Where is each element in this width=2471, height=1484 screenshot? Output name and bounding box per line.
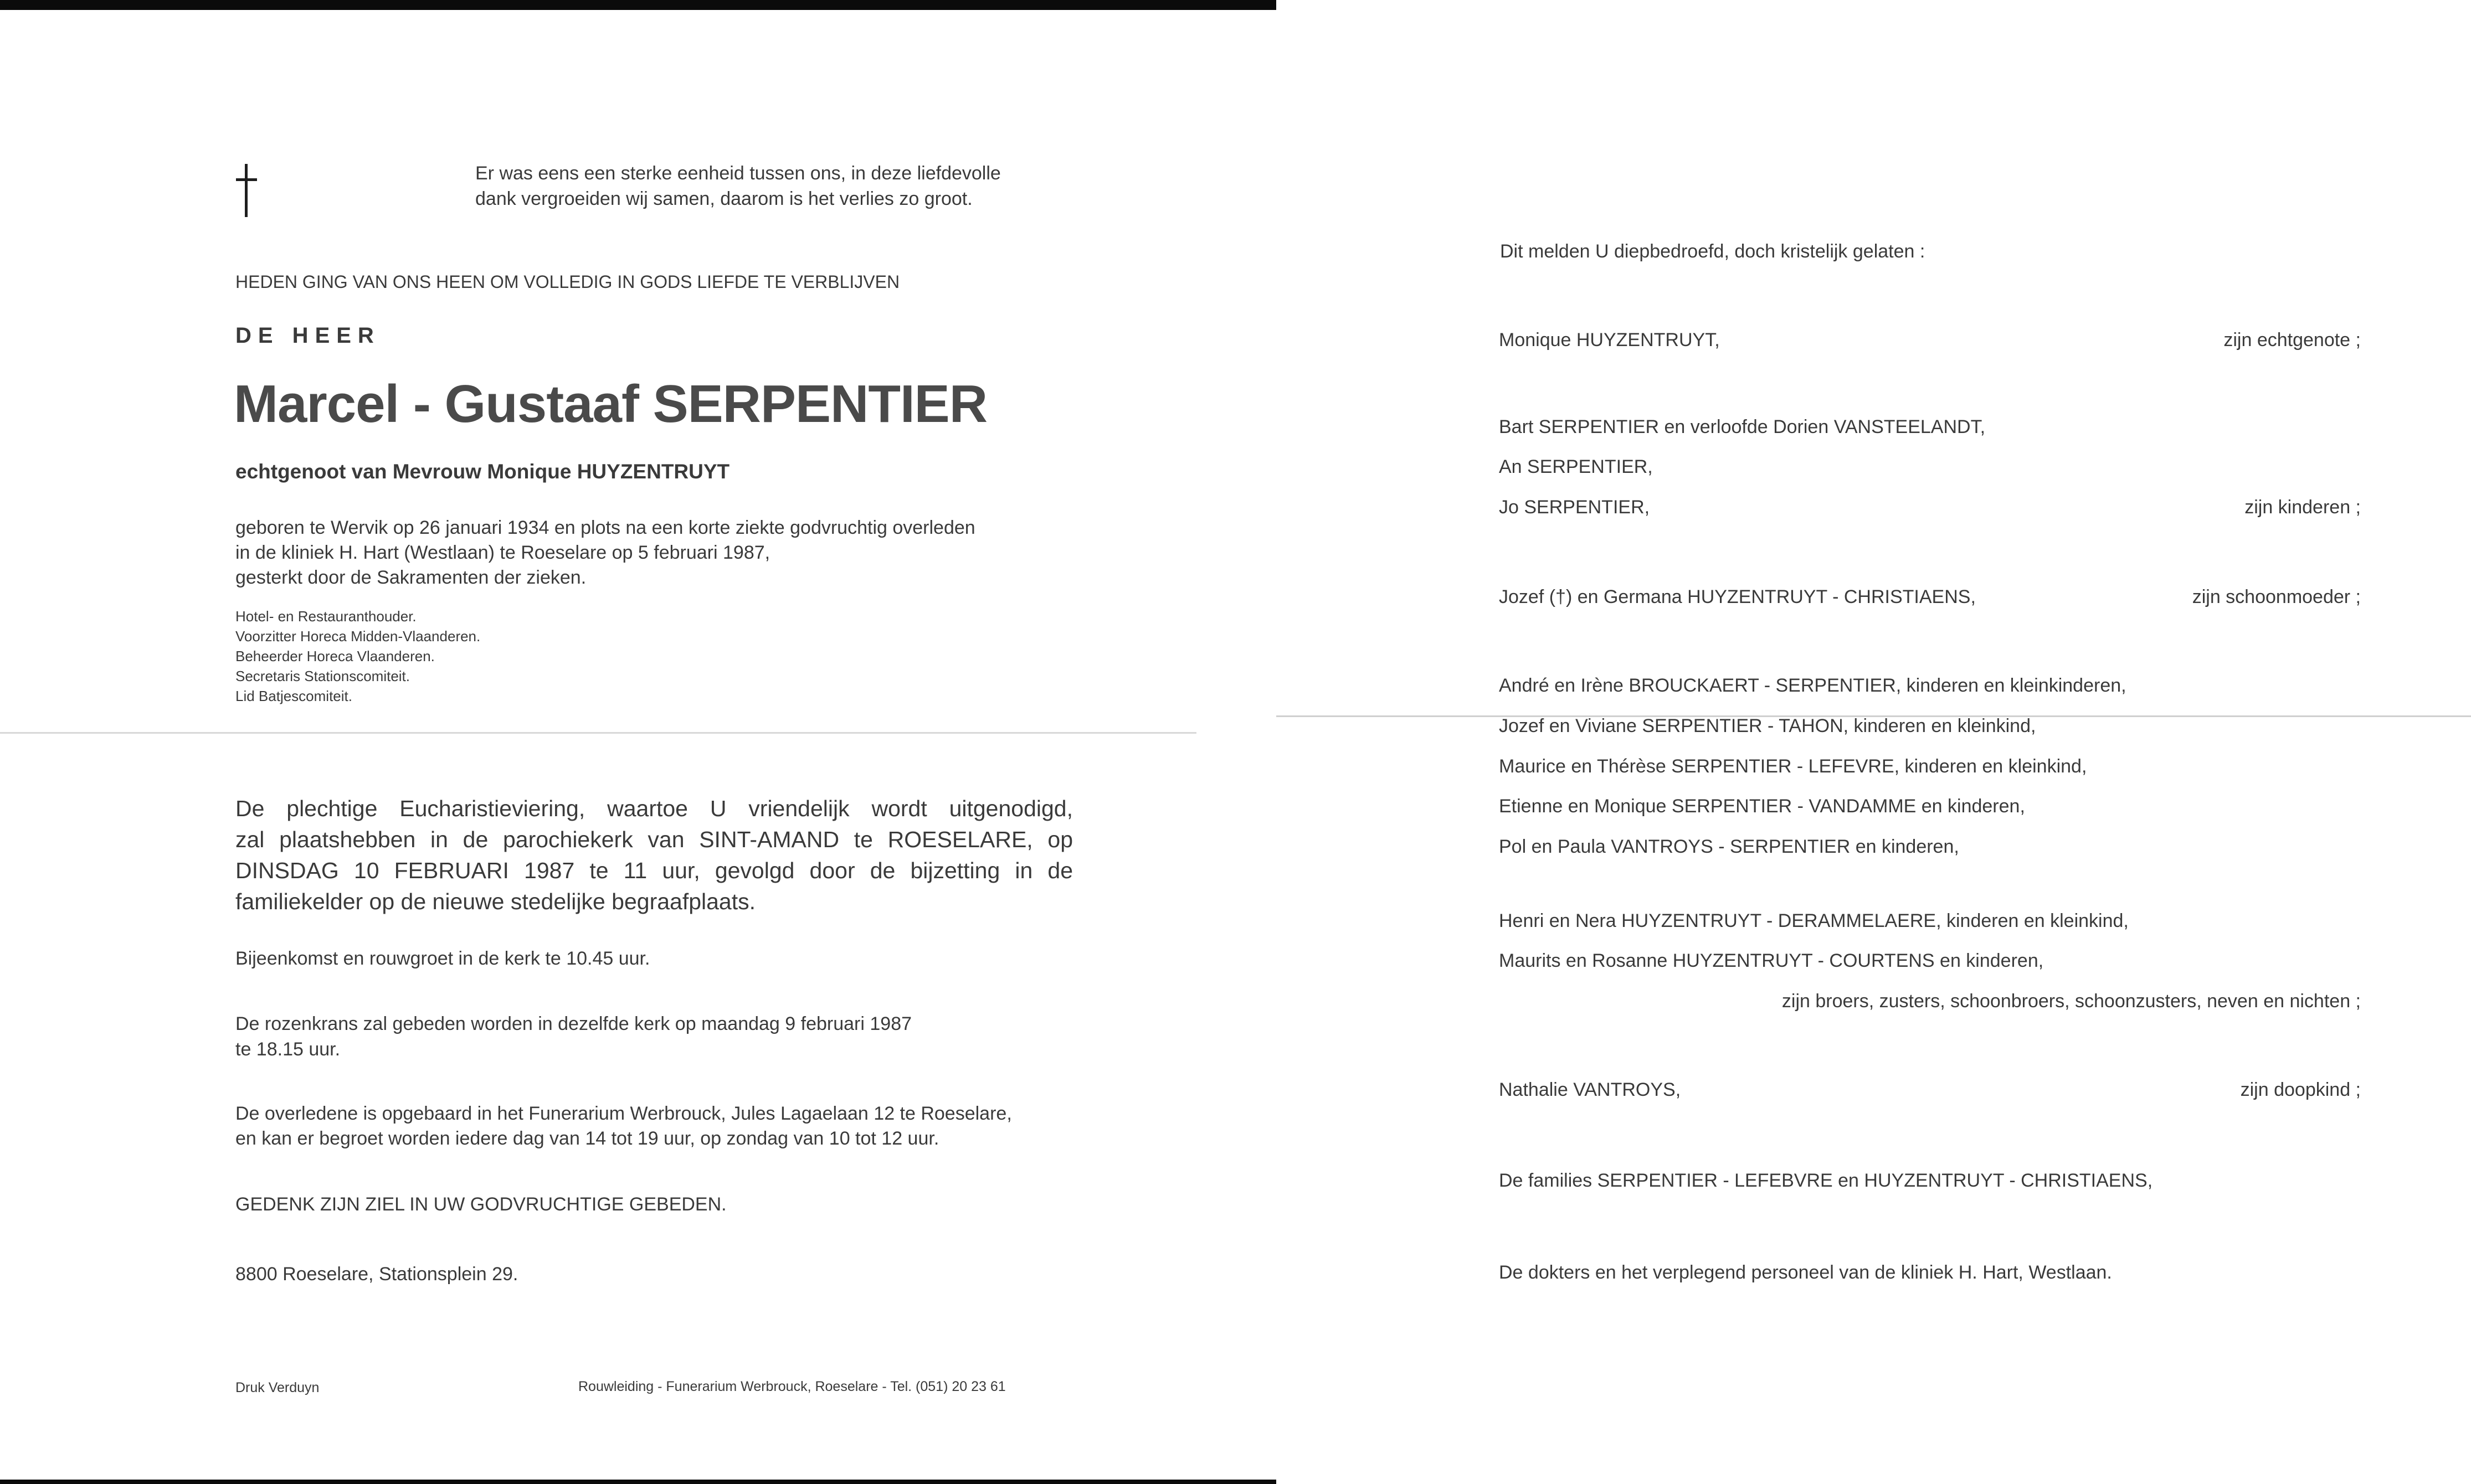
family-intro: Dit melden U diepbedroefd, doch kristelijk gelaten : <box>1500 241 1925 262</box>
family-row <box>1499 1077 2361 1102</box>
family-row <box>1499 834 2361 859</box>
ceremony-line-3: DINSDAG 10 FEBRUARI 1987 te 11 uur, gevolgd door de bijzetting in de <box>235 858 1073 883</box>
viewing-line-1: De overledene is opgebaard in het Funerarium Werbrouck, Jules Lagaelaan 12 te Roeselare, <box>235 1103 1012 1124</box>
quote-line-1: Er was eens een sterke eenheid tussen ons, in deze liefdevolle <box>475 163 1001 184</box>
birth-death-line-2: in de kliniek H. Hart (Westlaan) te Roeselare op 5 februari 1987, <box>235 542 770 563</box>
family-row <box>1499 908 2361 934</box>
rosary-line-1: De rozenkrans zal gebeden worden in dezelfde kerk op maandag 9 februari 1987 <box>235 1013 912 1034</box>
rosary-line-2: te 18.15 uur. <box>235 1039 341 1060</box>
family-name: De families SERPENTIER - LEFEBVRE en HUYZENTRUYT - CHRISTIAENS, <box>1499 1170 2153 1191</box>
family-row <box>1499 1260 2361 1285</box>
title: DE HEER <box>235 323 381 348</box>
family-row <box>1499 414 2361 440</box>
quote-line-2: dank vergroeiden wij samen, daarom is het verlies zo groot. <box>475 188 973 209</box>
birth-death-line-1: geboren te Wervik op 26 januari 1934 en plots na een korte ziekte godvruchtig overleden <box>235 517 975 538</box>
family-name: Bart SERPENTIER en verloofde Dorien VANSTEELANDT, <box>1499 416 1986 437</box>
family-row <box>1499 673 2361 698</box>
family-name: Jo SERPENTIER, <box>1499 497 1650 518</box>
meeting-info: Bijeenkomst en rouwgroet in de kerk te 10.45 uur. <box>235 948 650 969</box>
family-relation: zijn doopkind ; <box>2240 1079 2361 1100</box>
family-row <box>1499 454 2361 480</box>
family-relation: zijn broers, zusters, schoonbroers, schoonzusters, neven en nichten ; <box>1781 991 2361 1012</box>
family-row <box>1499 793 2361 819</box>
address: 8800 Roeselare, Stationsplein 29. <box>235 1264 518 1285</box>
family-name: An SERPENTIER, <box>1499 456 1653 477</box>
family-name: Jozef en Viviane SERPENTIER - TAHON, kinderen en kleinkind, <box>1499 715 2036 736</box>
family-name: Maurits en Rosanne HUYZENTRUYT - COURTENS en kinderen, <box>1499 950 2044 971</box>
family-name: Monique HUYZENTRUYT, <box>1499 329 1720 351</box>
family-name: Jozef (†) en Germana HUYZENTRUYT - CHRISTIAENS, <box>1499 586 1976 607</box>
birth-death-line-3: gesterkt door de Sakramenten der zieken. <box>235 567 587 588</box>
family-row <box>1499 327 2361 353</box>
family-name: Pol en Paula VANTROYS - SERPENTIER en kinderen, <box>1499 836 1959 857</box>
printer: Druk Verduyn <box>235 1380 320 1395</box>
function-1: Hotel- en Restauranthouder. <box>235 608 417 625</box>
funeral-home: Rouwleiding - Funerarium Werbrouck, Roeselare - Tel. (051) 20 23 61 <box>578 1379 1006 1394</box>
family-row <box>1499 948 2361 973</box>
family-name: De dokters en het verplegend personeel van de kliniek H. Hart, Westlaan. <box>1499 1262 2112 1283</box>
family-row <box>1499 1168 2361 1193</box>
deceased-name: Marcel - Gustaaf SERPENTIER <box>234 374 988 434</box>
family-row <box>1499 584 2361 610</box>
family-relation: zijn kinderen ; <box>2244 497 2361 518</box>
family-name: André en Irène BROUCKAERT - SERPENTIER, kinderen en kleinkinderen, <box>1499 675 2126 696</box>
function-4: Secretaris Stationscomiteit. <box>235 668 410 684</box>
family-row <box>1499 754 2361 779</box>
announcement: HEDEN GING VAN ONS HEEN OM VOLLEDIG IN GODS LIEFDE TE VERBLIJVEN <box>235 272 900 292</box>
family-relation: zijn echtgenote ; <box>2223 329 2361 351</box>
ceremony-line-2: zal plaatshebben in de parochiekerk van SINT-AMAND te ROESELARE, op <box>235 827 1073 852</box>
spouse-line: echtgenoot van Mevrouw Monique HUYZENTRUYT <box>235 460 730 483</box>
family-row <box>1499 713 2361 739</box>
function-2: Voorzitter Horeca Midden-Vlaanderen. <box>235 628 481 645</box>
family-row <box>1499 988 2361 1014</box>
family-name: Etienne en Monique SERPENTIER - VANDAMME en kinderen, <box>1499 796 2025 817</box>
prayer: GEDENK ZIJN ZIEL IN UW GODVRUCHTIGE GEBEDEN. <box>235 1194 727 1215</box>
ceremony-line-1: De plechtige Eucharistieviering, waartoe U vriendelijk wordt uitgenodigd, <box>235 796 1073 821</box>
cross-icon <box>233 164 260 217</box>
top-border <box>0 0 1276 10</box>
family-relation: zijn schoonmoeder ; <box>2192 586 2361 607</box>
family-name: Maurice en Thérèse SERPENTIER - LEFEVRE, kinderen en kleinkind, <box>1499 756 2087 777</box>
ceremony-line-4: familiekelder op de nieuwe stedelijke begraafplaats. <box>235 889 756 914</box>
function-5: Lid Batjescomiteit. <box>235 688 352 704</box>
family-name: Henri en Nera HUYZENTRUYT - DERAMMELAERE, kinderen en kleinkind, <box>1499 910 2129 931</box>
fold-line-left <box>0 732 1196 734</box>
family-row <box>1499 494 2361 520</box>
bottom-border <box>0 1480 1276 1484</box>
family-name: Nathalie VANTROYS, <box>1499 1079 1681 1100</box>
viewing-line-2: en kan er begroet worden iedere dag van 14 tot 19 uur, op zondag van 10 tot 12 uur. <box>235 1128 939 1149</box>
function-3: Beheerder Horeca Vlaanderen. <box>235 648 435 664</box>
